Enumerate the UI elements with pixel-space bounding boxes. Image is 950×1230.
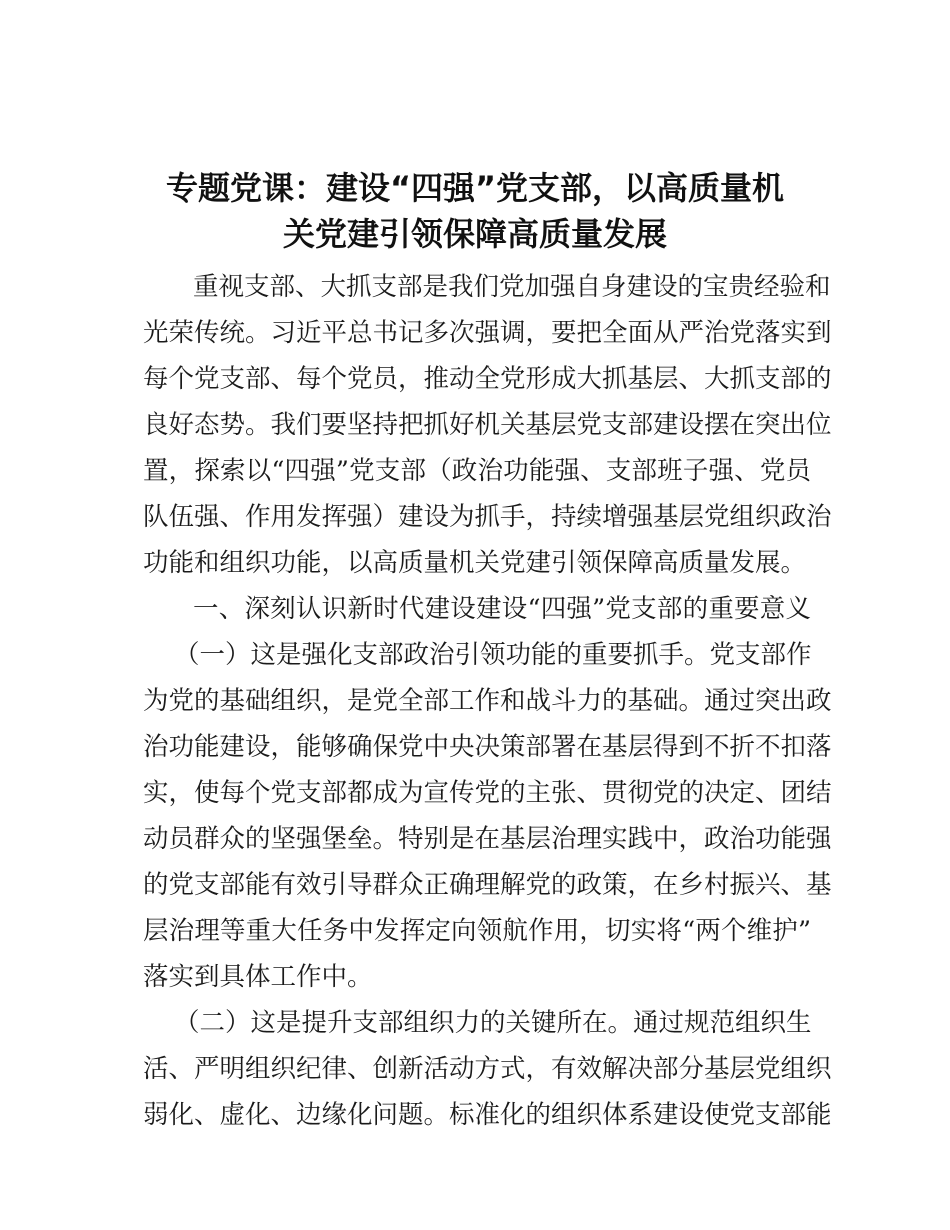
paragraph-line: 置，探索以“四强”党支部（政治功能强、支部班子强、党员 <box>143 456 811 486</box>
paragraph-line: 为党的基础组织，是党全部工作和战斗力的基础。通过突出政 <box>143 686 832 716</box>
paragraph-line: 重视支部、大抓支部是我们党加强自身建设的宝贵经验和 <box>193 272 831 302</box>
document-title-line-2: 关党建引领保障高质量发展 <box>282 215 667 253</box>
section-heading: 一、深刻认识新时代建设建设“四强”党支部的重要意义 <box>193 594 811 624</box>
paragraph-line: 光荣传统。习近平总书记多次强调，要把全面从严治党落实到 <box>143 318 832 348</box>
paragraph-line: 良好态势。我们要坚持把抓好机关基层党支部建设摆在突出位 <box>143 410 832 440</box>
paragraph-line: 队伍强、作用发挥强）建设为抓手，持续增强基层党组织政治 <box>143 502 832 532</box>
paragraph-line: 层治理等重大任务中发挥定向领航作用，切实将“两个维护” <box>143 916 811 946</box>
paragraph-line: 每个党支部、每个党员，推动全党形成大抓基层、大抓支部的 <box>143 364 832 394</box>
paragraph-line: 活、严明组织纪律、创新活动方式，有效解决部分基层党组织 <box>143 1054 832 1084</box>
paragraph-line: （一）这是强化支部政治引领功能的重要抓手。党支部作 <box>174 640 812 670</box>
paragraph-line: 治功能建设，能够确保党中央决策部署在基层得到不折不扣落 <box>143 732 832 762</box>
document-title-line-1: 专题党课：建设“四强”党支部，以高质量机 <box>165 169 785 207</box>
paragraph-line: （二）这是提升支部组织力的关键所在。通过规范组织生 <box>174 1008 812 1038</box>
paragraph-line: 落实到具体工作中。 <box>143 962 373 992</box>
paragraph-line: 的党支部能有效引导群众正确理解党的政策，在乡村振兴、基 <box>143 870 832 900</box>
paragraph-line: 实，使每个党支部都成为宣传党的主张、贯彻党的决定、团结 <box>143 778 832 808</box>
paragraph-line: 功能和组织功能，以高质量机关党建引领保障高质量发展。 <box>143 548 807 578</box>
paragraph-line: 弱化、虚化、边缘化问题。标准化的组织体系建设使党支部能 <box>143 1100 832 1130</box>
paragraph-line: 动员群众的坚强堡垒。特别是在基层治理实践中，政治功能强 <box>143 824 832 854</box>
